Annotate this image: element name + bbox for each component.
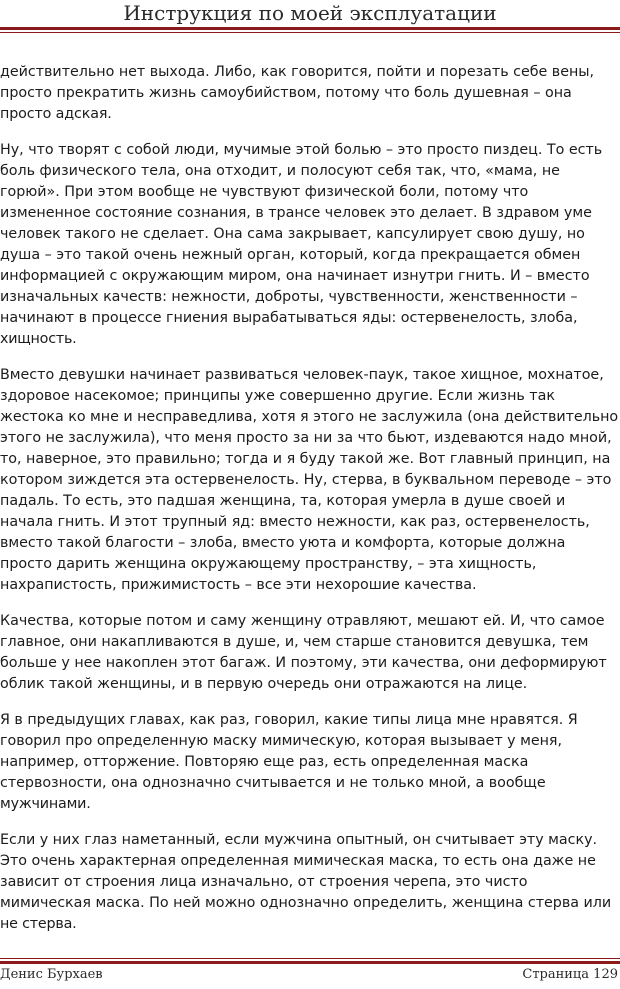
paragraph: [0, 140, 620, 350]
page-footer: [0, 958, 620, 989]
text-line: начинают в процессе гниения вырабатываться яды: остервенелость, злоба,: [0, 310, 578, 326]
text-line: хищность.: [0, 331, 77, 347]
text-line: просто дарить женщина окружающему пространству, – эта хищность,: [0, 556, 537, 572]
book-title: Инструкция по моей эксплуатации: [123, 1, 497, 25]
text-line: не стерва.: [0, 916, 77, 932]
paragraph: [0, 710, 620, 815]
text-line: зависит от строения лица изначально, от строения черепа, это чисто: [0, 874, 528, 890]
paragraph: [0, 365, 620, 596]
text-line: этого не заслужила), что меня просто за ни за что бьют, издеваются надо мной,: [0, 430, 612, 446]
text-line: нахрапистость, прижимистость – все эти нехорошие качества.: [0, 577, 477, 593]
text-line: здоровое насекомое; принципы уже совершенно другие. Если жизнь так: [0, 388, 555, 404]
text-line: стервозности, она однозначно считывается и не только мной, а вообще: [0, 775, 546, 791]
text-line: мимическая маска. По ней можно однозначно определить, женщина стерва или: [0, 895, 612, 911]
text-line: боль физического тела, она отходит, и полосуют себя так, что, «мама, не: [0, 163, 560, 179]
text-line: Это очень характерная определенная мимическая маска, то есть она даже не: [0, 853, 596, 869]
text-line: больше у нее накоплен этот багаж. И поэтому, эти качества, они деформируют: [0, 655, 607, 671]
text-line: информацией с окружающим миром, она начинает изнутри гнить. И – вместо: [0, 268, 590, 284]
text-line: действительно нет выхода. Либо, как говорится, пойти и порезать себе вены,: [0, 64, 595, 80]
text-line: просто адская.: [0, 106, 112, 122]
page-number: Страница 129: [522, 967, 618, 982]
text-line: мужчинами.: [0, 796, 91, 812]
text-line: котором зиждется эта остервенелость. Ну, стерва, в буквальном переводе – это: [0, 472, 612, 488]
text-line: человек такого не сделает. Она сама закрывает, капсулирует свою душу, но: [0, 226, 585, 242]
text-line: душа – это такой очень нежный орган, который, когда прекращается обмен: [0, 247, 581, 263]
text-line: просто прекратить жизнь самоубийством, потому что боль душевная – она: [0, 85, 572, 101]
paragraph: [0, 830, 620, 935]
text-line: например, отторжение. Повторяю еще раз, есть определенная маска: [0, 754, 529, 770]
page-body: [0, 62, 620, 950]
text-line: жестока ко мне и несправедлива, хотя я этого не заслужила (она действительно: [0, 409, 619, 425]
text-line: Если у них глаз наметанный, если мужчина опытный, он считывает эту маску.: [0, 832, 598, 848]
text-line: облик такой женщины, и в первую очередь они отражаются на лице.: [0, 676, 528, 692]
text-line: горюй». При этом вообще не чувствуют физической боли, потому что: [0, 184, 529, 200]
paragraph: [0, 611, 620, 695]
text-line: главное, они накапливаются в душе, и, чем старше становится девушка, тем: [0, 634, 589, 650]
text-line: вместо такой благости – злоба, вместо уюта и комфорта, которые должна: [0, 535, 566, 551]
text-line: Качества, которые потом и саму женщину отравляют, мешают ей. И, что самое: [0, 613, 605, 629]
text-line: Я в предыдущих главах, как раз, говорил, какие типы лица мне нравятся. Я: [0, 712, 578, 728]
header-rule-thick: [0, 27, 620, 30]
text-line: измененное состояние сознания, в трансе человек это делает. В здравом уме: [0, 205, 592, 221]
text-line: начала гнить. И этот трупный яд: вместо нежности, как раз, остервенелость,: [0, 514, 590, 530]
text-line: говорил про определенную маску мимическую, которая вызывает у меня,: [0, 733, 563, 749]
text-line: Ну, что творят с собой люди, мучимые этой болью – это просто пиздец. То есть: [0, 142, 603, 158]
text-line: изначальных качеств: нежности, доброты, чувственности, женственности –: [0, 289, 578, 305]
paragraph: [0, 62, 620, 125]
text-line: Вместо девушки начинает развиваться человек-паук, такое хищное, мохнатое,: [0, 367, 604, 383]
author-name: Денис Бурхаев: [0, 967, 103, 982]
text-line: падаль. То есть, это падшая женщина, та, которая умерла в душе своей и: [0, 493, 566, 509]
header-rule-thin: [0, 32, 620, 33]
text-line: то, наверное, это правильно; тогда и я буду такой же. Вот главный принцип, на: [0, 451, 611, 467]
